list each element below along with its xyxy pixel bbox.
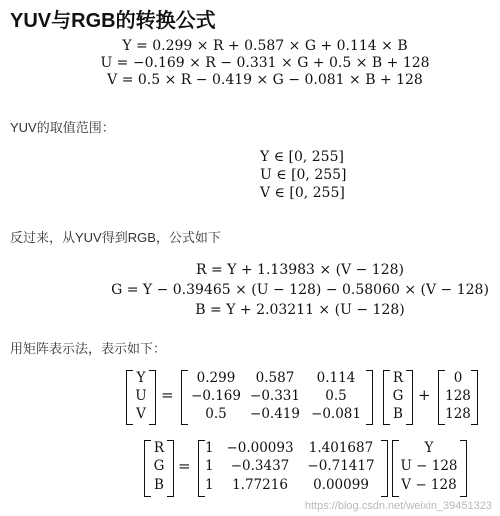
reverse-label: 反过来，从YUV得到RGB，公式如下: [10, 230, 221, 245]
m2-cell-1-2: −0.71417: [307, 458, 375, 474]
m1-equals: =: [161, 386, 174, 404]
m2-lhs-0: R: [153, 440, 165, 456]
m2-cell-0-0: 1: [205, 440, 214, 456]
m1-cell-2-2: −0.081: [311, 406, 361, 422]
m2-cell-2-0: 1: [205, 477, 214, 493]
range-v: V ∈ [0, 255]: [260, 185, 345, 201]
equation-y: Y = 0.299 × R + 0.587 × G + 0.114 × B: [122, 38, 408, 54]
m1-rhs-2: B: [393, 406, 403, 422]
m1-offset-2: 128: [445, 406, 471, 422]
m1-rhs-1: G: [392, 388, 404, 404]
m1-cell-1-1: −0.331: [250, 388, 300, 404]
m1-plus: +: [418, 386, 431, 404]
range-label: YUV的取值范围：: [10, 120, 115, 135]
m1-cell-2-1: −0.419: [250, 406, 300, 422]
range-y: Y ∈ [0, 255]: [260, 149, 344, 165]
m2-rhs-0: Y: [424, 440, 434, 456]
m1-lhs-2: V: [136, 406, 146, 422]
m2-equals: =: [178, 457, 191, 475]
equation-v: V = 0.5 × R − 0.419 × G − 0.081 × B + 128: [107, 72, 423, 88]
equation-r: R = Y + 1.13983 × (V − 128): [196, 262, 404, 278]
m1-cell-2-0: 0.5: [205, 406, 227, 422]
m1-cell-0-2: 0.114: [316, 370, 356, 386]
m1-offset-0: 0: [453, 370, 463, 386]
m1-cell-0-1: 0.587: [255, 370, 295, 386]
range-block: [260, 149, 380, 202]
m2-lhs-1: G: [153, 458, 165, 474]
m2-cell-2-1: 1.77216: [232, 477, 288, 493]
equation-u: U = −0.169 × R − 0.331 × G + 0.5 × B + 128: [100, 55, 430, 71]
m2-cell-1-0: 1: [205, 458, 214, 474]
m1-rhs-0: R: [392, 370, 404, 386]
m2-cell-0-2: 1.401687: [308, 440, 374, 456]
rgb-equations: [110, 262, 490, 319]
range-u: U ∈ [0, 255]: [260, 167, 347, 183]
m2-rhs-2: V − 128: [401, 477, 457, 493]
m2-cell-0-1: −0.00093: [226, 440, 294, 456]
matrix-label: 用矩阵表示法，表示如下：: [10, 341, 167, 356]
m1-cell-1-0: −0.169: [191, 388, 241, 404]
page-title: YUV与RGB的转换公式: [10, 10, 216, 32]
m2-rhs-1: U − 128: [400, 458, 458, 474]
m1-lhs-1: U: [135, 388, 147, 404]
m2-lhs-2: B: [154, 477, 164, 493]
watermark: https://blog.csdn.net/weixin_39451323: [304, 500, 492, 512]
equation-b: B = Y + 2.03211 × (U − 128): [195, 302, 405, 318]
m1-cell-1-2: 0.5: [325, 388, 347, 404]
m2-cell-2-2: 0.00099: [313, 477, 369, 493]
m2-cell-1-1: −0.3437: [230, 458, 290, 474]
equation-g: G = Y − 0.39465 × (U − 128) − 0.58060 × (V − 128): [111, 282, 489, 298]
m1-cell-0-0: 0.299: [196, 370, 236, 386]
m1-offset-1: 128: [445, 388, 471, 404]
m1-lhs-0: Y: [136, 370, 146, 386]
yuv-equations: [100, 38, 430, 89]
